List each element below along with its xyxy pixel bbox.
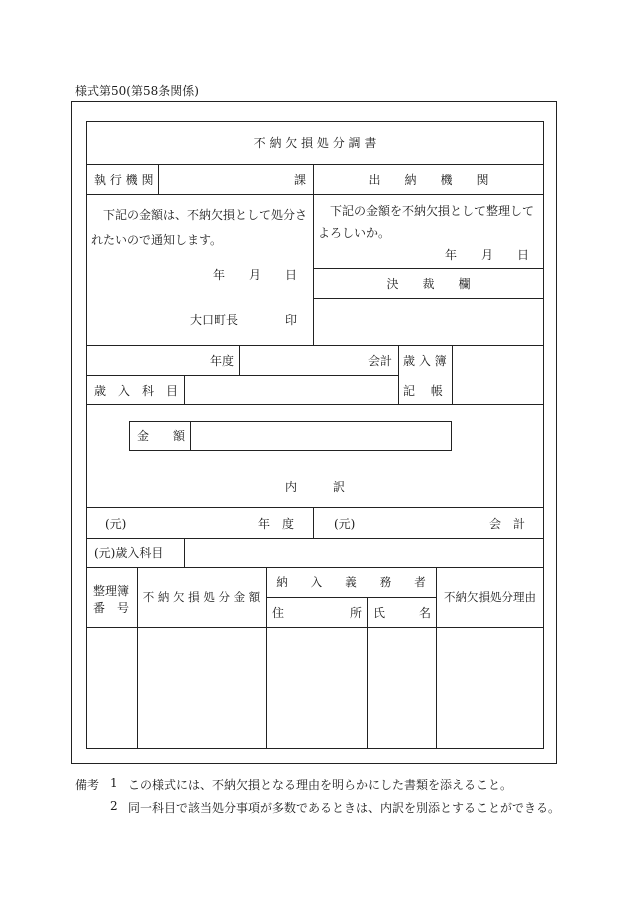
rule-under-decision: [313, 298, 544, 299]
form-caption: 様式第50(第58条関係): [75, 84, 199, 98]
rule-col-2: [266, 567, 267, 749]
seal-mark: 印: [285, 313, 298, 327]
orig-label-b: (元): [334, 517, 356, 531]
ledger-no-label-top: 整理簿: [93, 584, 130, 598]
address-label-b: 所: [350, 606, 363, 620]
rule-item-split: [184, 375, 185, 404]
remarks-label: 備考: [75, 778, 100, 792]
rule-under-title: [86, 164, 544, 165]
notice-line-1: 下記の金額は、不納欠損として処分さ: [103, 208, 308, 222]
name-label-b: 名: [419, 606, 432, 620]
revenue-ledger-label-top: 歳 入 簿: [403, 354, 447, 368]
rule-center-split: [313, 164, 314, 345]
rule-agency-split: [158, 164, 159, 194]
date-right: 年 月 日: [445, 248, 530, 262]
orig-label-a: (元): [105, 517, 127, 531]
fiscal-year-label: 年度: [210, 354, 235, 368]
rule-col-3: [367, 597, 368, 749]
rule-ledger-left: [398, 345, 399, 404]
rule-above-fiscal: [86, 345, 544, 346]
revenue-item-label: 歳 入 科 目: [94, 384, 179, 398]
name-label-a: 氏: [373, 606, 386, 620]
notice-line-2: れたいので通知します。: [91, 233, 223, 247]
disposal-amount-label: 不 納 欠 損 処 分 金 額: [142, 590, 261, 604]
rule-under-agency: [86, 194, 544, 195]
rule-above-orig: [86, 507, 544, 508]
remark-1-number: 1: [110, 776, 118, 790]
orig-revenue-item-label: (元)歳入科目: [94, 546, 164, 560]
rule-obligor-split: [266, 597, 436, 598]
date-left: 年 月 日: [213, 268, 298, 282]
rule-above-detail-head: [86, 567, 544, 568]
rule-orig-item-split: [184, 538, 185, 567]
executing-agency-label: 執 行 機 関: [94, 173, 154, 187]
remark-2-number: 2: [110, 799, 118, 813]
ledger-no-label-bottom: 番 号: [93, 601, 130, 615]
disposal-reason-label: 不納欠損処分理由: [444, 590, 536, 604]
request-line-2: よろしいか。: [318, 226, 391, 240]
amount-label: 金 額: [137, 429, 186, 443]
rule-under-item: [86, 404, 544, 405]
rule-ledger-right: [452, 345, 453, 404]
rule-orig-split: [313, 507, 314, 538]
section-suffix: 課: [294, 173, 307, 187]
orig-account-label: 会 計: [489, 517, 526, 531]
form-title: 不 納 欠 損 処 分 調 書: [253, 136, 377, 150]
remark-2-text: 同一科目で該当処分事項が多数であるときは、内訳を別添とすることができる。: [128, 801, 561, 815]
obligor-label: 納 入 義 務 者: [276, 575, 426, 589]
rule-above-orig-item: [86, 538, 544, 539]
amount-box-split: [190, 421, 191, 451]
rule-mid-fiscal: [86, 375, 398, 376]
payment-agency-label: 出 納 機 関: [368, 173, 489, 187]
address-label-a: 住: [272, 606, 285, 620]
breakdown-label: 内 訳: [284, 480, 345, 494]
decision-column-label: 決 裁 欄: [386, 277, 471, 291]
rule-under-detail-head: [86, 627, 544, 628]
mayor-label: 大口町長: [190, 313, 239, 327]
rule-above-decision: [313, 268, 544, 269]
rule-fiscal-split: [239, 345, 240, 375]
request-line-1: 下記の金額を不納欠損として整理して: [330, 204, 535, 218]
remark-1-text: この様式には、不納欠損となる理由を明らかにした書類を添えること。: [128, 778, 513, 792]
account-label: 会計: [368, 354, 393, 368]
revenue-ledger-label-bottom: 記 帳: [403, 384, 443, 398]
orig-fiscal-year-label: 年 度: [258, 517, 295, 531]
